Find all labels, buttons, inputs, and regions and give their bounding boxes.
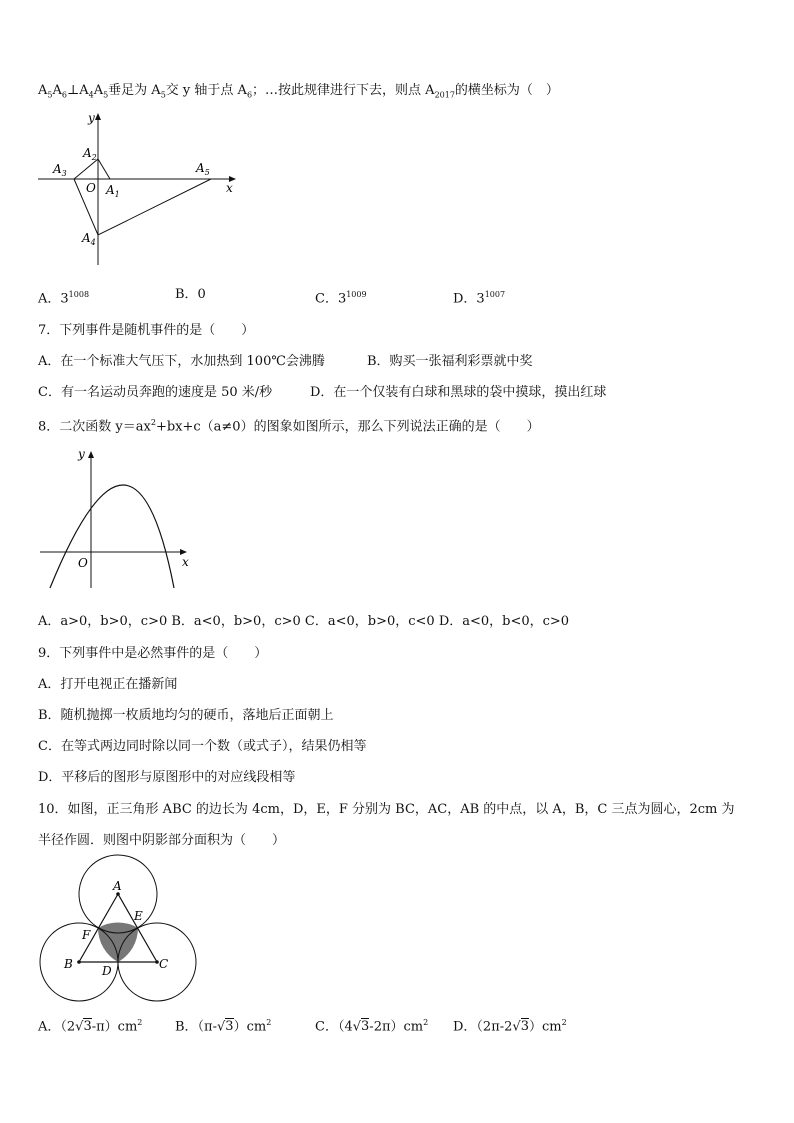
q6-label-a4: $A_4$ (82, 231, 96, 247)
q8-y-arrow (88, 451, 94, 458)
q10-option-b: B．$(\pi-√3)cm^2$ (175, 1018, 272, 1035)
q8-parabola (50, 485, 174, 588)
q10-label-e: E (134, 909, 143, 923)
q10-stem-line2: 半径作圆．则图中阴影部分面积为（ ） (38, 833, 286, 848)
q10-point-b (77, 960, 81, 964)
q10-figure (36, 852, 206, 1008)
q6-option-a: A．$3^{1008}$ (38, 290, 90, 307)
q7-option-a: A．在一个标准大气压下，水加热到 100℃会沸腾 (38, 354, 325, 369)
q10-label-d: D (102, 964, 112, 978)
q6-option-b: B．0 (175, 287, 206, 302)
q8-y-label: y (78, 447, 85, 461)
q7-option-d: D．在一个仅装有白球和黑球的袋中摸球，摸出红球 (310, 385, 607, 400)
q6-label-a3: $A_3$ (53, 162, 67, 178)
q6-y-label: y (88, 111, 95, 125)
q10-option-d: D．$(2\pi-2√3)cm^2$ (453, 1018, 567, 1035)
q10-stem-line1: 10．如图，正三角形 ABC 的边长为 4cm，D，E，F 分别为 BC，AC，AB 的中点，以 A，B，C 三点为圆心，2cm 为 (38, 802, 735, 817)
q10-label-f: F (82, 928, 91, 942)
q9-option-c: C．在等式两边同时除以同一个数（或式子），结果仍相等 (38, 739, 367, 754)
q6-label-a5: $A_5$ (196, 161, 210, 177)
q6-origin-label: O (86, 181, 96, 195)
sqrt-sign: √ (217, 1019, 226, 1035)
sqrt-sign: √ (512, 1019, 521, 1035)
q6-y-arrow (95, 113, 101, 120)
sqrt-sign: √ (75, 1019, 84, 1035)
q6-spiral-path (74, 159, 211, 235)
q6-option-d: D．$3^{1007}$ (453, 290, 506, 307)
q6-figure (36, 110, 246, 270)
q9-option-b: B．随机抛掷一枚质地均匀的硬币，落地后正面朝上 (38, 708, 334, 723)
q7-option-b: B．购买一张福利彩票就中奖 (367, 354, 533, 369)
q7-stem: 7．下列事件是随机事件的是（ ） (38, 323, 255, 338)
q6-stem: $A_5A_6\perp A_4A_5$垂足为 $A_5$交 y 轴于点 $A_6$；…按此规律进行下去，则点 $A_{2017}$的横坐标为（ ） (38, 83, 559, 100)
q10-option-a: A．$(2√3-\pi)cm^2$ (38, 1018, 143, 1035)
q8-stem: 8．二次函数 $y=ax^2+bx+c(a\ne 0)$的图象如图所示，那么下列说法正确的是（ ） (38, 418, 540, 435)
q10-label-c: C (159, 957, 169, 971)
q6-label-a1: $A_1$ (106, 183, 120, 199)
q8-x-label: x (182, 555, 189, 569)
sqrt-sign: √ (352, 1019, 362, 1035)
q8-options: A．a>0，b>0，c>0 B．a<0，b>0，c>0 C．a<0，b>0，c<0 D．a<0，b<0，c>0 (38, 614, 570, 629)
q8-figure (36, 446, 196, 596)
q9-option-d: D．平移后的图形与原图形中的对应线段相等 (38, 770, 296, 785)
q6-label-a2: $A_2$ (83, 146, 97, 162)
q9-option-a: A．打开电视正在播新闻 (38, 677, 178, 692)
q6-option-c: C．$3^{1009}$ (315, 290, 367, 307)
q10-label-a: A (113, 879, 122, 893)
q10-label-b: B (64, 957, 73, 971)
q9-stem: 9．下列事件中是必然事件的是（ ） (38, 646, 268, 661)
q8-origin-label: O (78, 556, 88, 570)
q6-x-label: x (226, 181, 233, 195)
q7-option-c: C．有一名运动员奔跑的速度是 50 米/秒 (38, 385, 273, 400)
q10-option-c: C．$(4√3-2\pi)cm^2$ (315, 1018, 429, 1035)
